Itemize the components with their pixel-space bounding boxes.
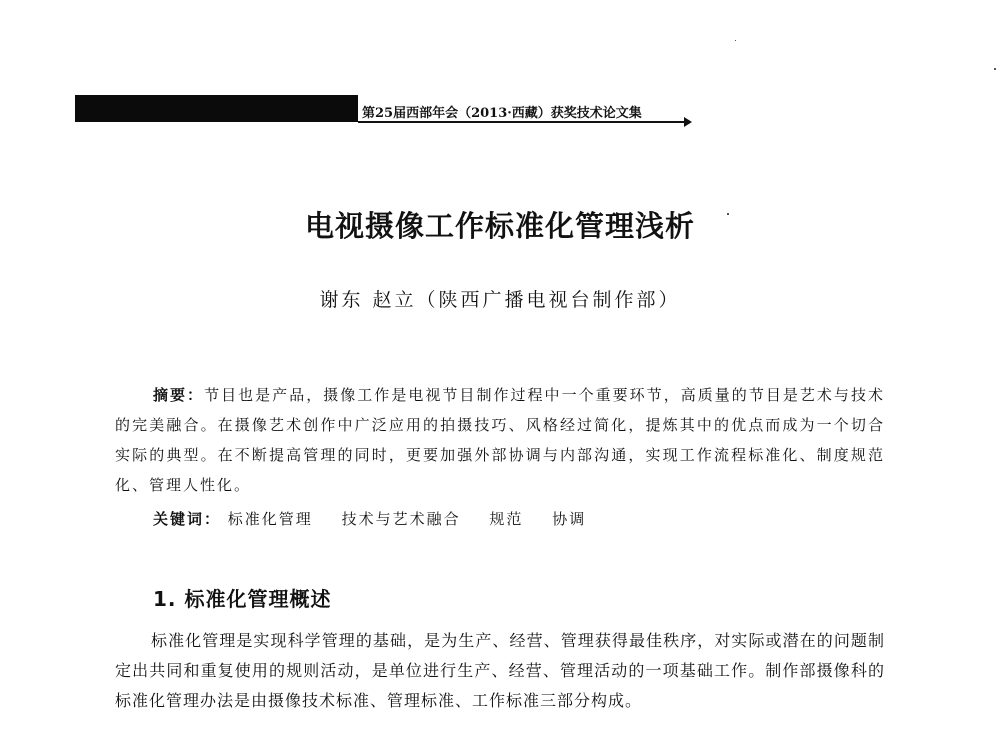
header-rule <box>358 121 690 123</box>
section-body <box>115 626 885 716</box>
scan-speck <box>994 68 996 70</box>
section-heading: 1. 标准化管理概述 <box>153 587 332 611</box>
keyword-item: 技术与艺术融合 <box>341 510 461 528</box>
abstract-label: 摘要： <box>153 386 205 404</box>
proceedings-title: 第25届西部年会（2013·西藏）获奖技术论文集 <box>362 106 642 121</box>
scan-speck <box>727 213 729 215</box>
header-arrow-icon <box>684 117 692 127</box>
scan-speck <box>735 40 736 41</box>
abstract-block <box>115 380 885 500</box>
keyword-item: 标准化管理 <box>227 510 313 528</box>
keywords-line <box>153 508 608 529</box>
article-title: 电视摄像工作标准化管理浅析 <box>304 209 695 243</box>
section-paragraph: 标准化管理是实现科学管理的基础，是为生产、经营、管理获得最佳秩序，对实际或潜在的问题制定出共同和重复使用的规则活动，是单位进行生产、经营、管理活动的一项基础工作。制作部摄像科的标准化管理办法是由摄像技术标准、管理标准、工作标准三部分构成。 <box>115 631 885 710</box>
header-black-bar <box>75 95 358 122</box>
keyword-item: 协调 <box>552 510 587 528</box>
keyword-item: 规范 <box>489 510 524 528</box>
abstract-text: 节目也是产品，摄像工作是电视节目制作过程中一个重要环节，高质量的节目是艺术与技术的完美融合。在摄像艺术创作中广泛应用的拍摄技巧、风格经过简化，提炼其中的优点而成为一个切合实际的典型。在不断提高管理的同时，更要加强外部协调与内部沟通，实现工作流程标准化、制度规范化、管理人性化。 <box>115 386 885 494</box>
article-authors: 谢东 赵立（陕西广播电视台制作部） <box>319 289 681 311</box>
keywords-label: 关键词： <box>153 510 222 528</box>
